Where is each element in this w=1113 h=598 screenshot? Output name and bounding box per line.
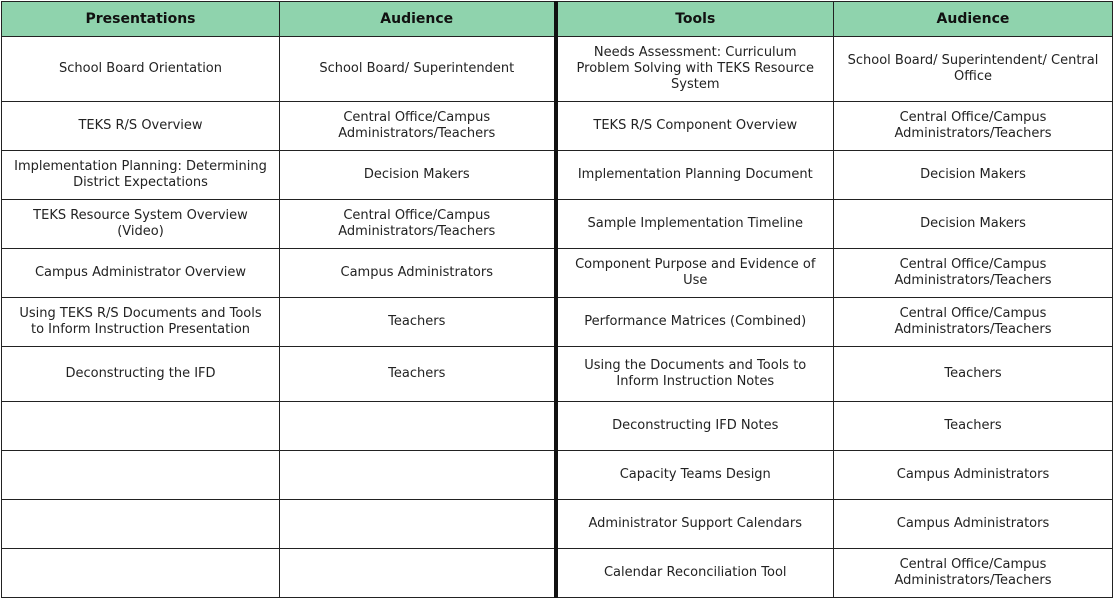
presentation-audience-cell [280,451,556,500]
presentation-audience-cell: Central Office/Campus Administrators/Teachers [280,200,556,249]
table-row [2,298,1113,347]
presentation-audience-cell: Teachers [280,298,556,347]
tool-audience-cell: School Board/ Superintendent/ Central Office [834,37,1113,102]
presentation-audience-cell [280,500,556,549]
presentation-cell [2,500,280,549]
presentation-audience-cell: Decision Makers [280,151,556,200]
tool-audience-cell: Central Office/Campus Administrators/Teachers [834,102,1113,151]
tool-cell: Deconstructing IFD Notes [556,402,834,451]
tool-cell: Using the Documents and Tools to Inform Instruction Notes [556,347,834,402]
tool-cell: Sample Implementation Timeline [556,200,834,249]
tool-cell: Performance Matrices (Combined) [556,298,834,347]
table-row [2,451,1113,500]
presentation-cell: School Board Orientation [2,37,280,102]
tool-audience-cell: Decision Makers [834,200,1113,249]
tool-audience-cell: Teachers [834,402,1113,451]
header-tools: Tools [556,2,834,37]
tool-audience-cell: Central Office/Campus Administrators/Teachers [834,298,1113,347]
presentation-cell: Deconstructing the IFD [2,347,280,402]
presentation-cell: Implementation Planning: Determining District Expectations [2,151,280,200]
presentation-cell [2,549,280,598]
resource-table-page [1,1,1112,595]
presentation-audience-cell [280,402,556,451]
presentation-cell: Using TEKS R/S Documents and Tools to Inform Instruction Presentation [2,298,280,347]
tool-cell: Administrator Support Calendars [556,500,834,549]
table-row [2,402,1113,451]
tool-cell: Implementation Planning Document [556,151,834,200]
header-row [2,2,1113,37]
presentation-audience-cell: Central Office/Campus Administrators/Teachers [280,102,556,151]
tool-cell: Calendar Reconciliation Tool [556,549,834,598]
presentation-cell: TEKS Resource System Overview (Video) [2,200,280,249]
table-row [2,37,1113,102]
tool-audience-cell: Central Office/Campus Administrators/Teachers [834,549,1113,598]
presentation-audience-cell: Teachers [280,347,556,402]
presentation-cell [2,402,280,451]
presentation-cell: TEKS R/S Overview [2,102,280,151]
presentation-audience-cell: Campus Administrators [280,249,556,298]
tool-cell: Capacity Teams Design [556,451,834,500]
table-row [2,249,1113,298]
presentations-tools-table [1,1,1113,598]
tool-audience-cell: Central Office/Campus Administrators/Teachers [834,249,1113,298]
header-presentations: Presentations [2,2,280,37]
tool-audience-cell: Decision Makers [834,151,1113,200]
header-presentation-audience: Audience [280,2,556,37]
table-row [2,102,1113,151]
table-row [2,151,1113,200]
tool-audience-cell: Campus Administrators [834,451,1113,500]
tool-audience-cell: Campus Administrators [834,500,1113,549]
table-row [2,549,1113,598]
presentation-cell: Campus Administrator Overview [2,249,280,298]
presentation-cell [2,451,280,500]
presentation-audience-cell [280,549,556,598]
header-tool-audience: Audience [834,2,1113,37]
tool-cell: Component Purpose and Evidence of Use [556,249,834,298]
table-row [2,500,1113,549]
table-row [2,347,1113,402]
presentation-audience-cell: School Board/ Superintendent [280,37,556,102]
tool-audience-cell: Teachers [834,347,1113,402]
tool-cell: Needs Assessment: Curriculum Problem Solving with TEKS Resource System [556,37,834,102]
tool-cell: TEKS R/S Component Overview [556,102,834,151]
table-row [2,200,1113,249]
